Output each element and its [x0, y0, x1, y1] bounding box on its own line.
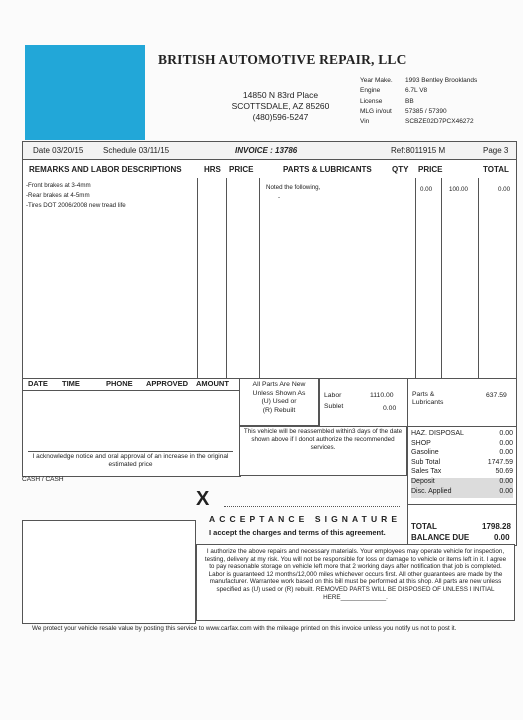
all-parts-line: All Parts Are New	[252, 381, 306, 388]
all-parts-note	[239, 378, 319, 426]
vehicle-label: Engine	[360, 87, 381, 95]
fee-label: Deposit	[411, 478, 435, 485]
remarks-list	[26, 181, 126, 212]
fee-value: 0.00	[499, 478, 513, 485]
fee-value: 50.69	[495, 468, 513, 476]
divider	[415, 178, 416, 378]
parts-price: 100.00	[449, 186, 468, 193]
vehicle-label: Year Make.	[360, 77, 393, 84]
fee-label: Disc. Applied	[411, 488, 452, 495]
signature-line[interactable]	[224, 506, 400, 507]
legal-text: I authorize the above repairs and necessary materials. Your employees may operate vehicle for inspection, testing, delivery at my risk. You will not be responsible for loss or damage to vehicle or items left in it. I agree to pay reasonable storage on vehicle left more that 2 working days after notification that job is completed. Labor is guaranteed 12 months/12,000 miles whichever occurs first. All other guarantees are made by the manufacturer. Warrantee work based on this bill must be performed at this shop. All parts are new unless specified as (U) used or (R) rebuilt. REMOVED PARTS WILL BE DISPOSED OF UNLESS I INITIAL HERE	[204, 548, 507, 601]
company-logo	[25, 45, 145, 140]
sublet-label: Sublet	[324, 403, 344, 410]
divider	[226, 178, 227, 378]
divider	[478, 178, 479, 378]
all-parts-line: (R) Rebuilt	[262, 406, 296, 414]
fee-label: Sales Tax	[411, 468, 442, 476]
reassembly-note: This vehicle will be reassembled within3 days of the date shown above if I donot authorize the recommended services.	[239, 426, 407, 476]
fee-row	[411, 488, 513, 498]
company-phone: (480)596-5247	[252, 112, 309, 122]
all-parts-line: (U) Used or	[261, 398, 297, 405]
vehicle-value: SCBZE02D7PCX46272	[405, 118, 474, 126]
parts-line: Noted the following,	[266, 184, 321, 191]
company-address	[228, 90, 333, 123]
column-headers	[22, 159, 517, 180]
parts-header: PARTS & LUBRICANTS	[283, 165, 372, 174]
hrs-header: HRS	[204, 165, 221, 174]
parts-qty: 0.00	[420, 186, 433, 193]
vehicle-label: Vin	[360, 118, 370, 126]
fee-value: 0.00	[499, 488, 513, 495]
fee-label: HAZ. DISPOSAL	[411, 430, 464, 437]
labor-value: 1110.00	[370, 392, 394, 399]
vehicle-row	[360, 97, 477, 107]
vehicle-row	[360, 117, 477, 127]
vehicle-value: 1993 Bentley Brooklands	[405, 77, 478, 84]
balance-due-label: BALANCE DUE	[411, 533, 470, 542]
approval-date-label: DATE	[28, 379, 48, 388]
fee-row	[411, 430, 513, 440]
fees-box	[407, 426, 517, 506]
fee-row	[411, 478, 513, 488]
vehicle-info	[360, 76, 477, 127]
company-street: 14850 N 83rd Place	[242, 90, 319, 100]
invoice-number: INVOICE : 13786	[235, 146, 298, 155]
company-city: SCOTTSDALE, AZ 85260	[231, 101, 330, 111]
signature-x-mark: X	[196, 488, 210, 510]
invoice-date: Date 03/20/15	[33, 146, 84, 155]
total-value: 1798.28	[482, 522, 511, 531]
divider	[259, 178, 260, 378]
totals-box	[407, 504, 517, 546]
remarks-header: REMARKS AND LABOR DESCRIPTIONS	[29, 165, 182, 174]
parts-lubricants-box	[407, 378, 517, 428]
fee-row	[411, 449, 513, 459]
acceptance-signature-label: ACCEPTANCE SIGNATURE	[209, 514, 402, 524]
schedule-date: Schedule 03/11/15	[103, 146, 170, 155]
notes-box	[22, 520, 196, 624]
approval-phone-label: PHONE	[106, 379, 133, 388]
divider	[197, 178, 198, 378]
vehicle-value: 6.7L V8	[405, 87, 428, 95]
labor-box	[319, 378, 409, 428]
fee-row	[411, 440, 513, 450]
parts-line: -	[278, 194, 281, 201]
approval-approved-label: APPROVED	[146, 379, 189, 388]
initial-line[interactable]: _____________.	[340, 593, 388, 601]
approval-header	[22, 378, 239, 391]
page-number: Page 3	[483, 146, 509, 155]
vehicle-label: MLG in/out	[360, 107, 392, 115]
fee-value: 1747.59	[487, 458, 513, 466]
parts-lubricants-label: Parts &	[412, 391, 435, 398]
vehicle-value: BB	[405, 97, 414, 105]
remark-line: -Rear brakes at 4-5mm	[26, 192, 90, 200]
approval-amount-label: AMOUNT	[196, 379, 229, 388]
footer-note: We protect your vehicle resale value by posting this service to www.carfax.com with the mileage printed on this invoice unless you notify us not to post it.	[32, 625, 457, 632]
parts-lubricants-label2: Lubricants	[412, 399, 444, 406]
company-name: BRITISH AUTOMOTIVE REPAIR, LLC	[158, 52, 407, 67]
legal-terms	[196, 544, 515, 621]
total-header: TOTAL	[483, 165, 509, 174]
parts-description	[266, 183, 320, 203]
remark-line: -Front brakes at 3-4mm	[26, 182, 91, 189]
fee-label: Sub Total	[411, 458, 441, 466]
invoice-bar	[22, 141, 517, 161]
payment-method: CASH / CASH	[22, 476, 64, 483]
ref-number: Ref:8011915 M	[391, 146, 446, 155]
all-parts-line: Unless Shown As	[252, 389, 306, 397]
vehicle-value: 57385 / 57390	[405, 107, 447, 115]
balance-due-value: 0.00	[494, 533, 510, 542]
remark-line: -Tires DOT 2006/2008 new tread life	[26, 202, 126, 210]
labor-label: Labor	[324, 392, 342, 399]
fee-label: SHOP	[411, 439, 431, 447]
approval-time-label: TIME	[62, 379, 80, 388]
parts-price-header: PRICE	[418, 165, 443, 174]
fee-row	[411, 468, 513, 478]
acknowledge-text: I acknowledge notice and oral approval of an increase in the original estimated price	[28, 451, 233, 469]
vehicle-row	[360, 86, 477, 96]
vehicle-row	[360, 76, 477, 86]
parts-lubricants-value: 637.59	[486, 392, 507, 399]
total-label: TOTAL	[411, 522, 437, 531]
fee-value: 0.00	[499, 430, 513, 437]
fee-label: Gasoline	[411, 449, 439, 457]
fee-value: 0.00	[499, 439, 513, 447]
labor-price-header: PRICE	[229, 165, 254, 174]
vehicle-row	[360, 107, 477, 117]
fee-value: 0.00	[499, 449, 513, 457]
acceptance-terms: I accept the charges and terms of this agreement.	[209, 528, 386, 537]
sublet-value: 0.00	[383, 405, 397, 412]
fee-row	[411, 459, 513, 469]
qty-header: QTY	[392, 165, 409, 174]
parts-total: 0.00	[498, 186, 511, 193]
vehicle-label: License	[360, 97, 383, 105]
divider	[441, 178, 442, 378]
